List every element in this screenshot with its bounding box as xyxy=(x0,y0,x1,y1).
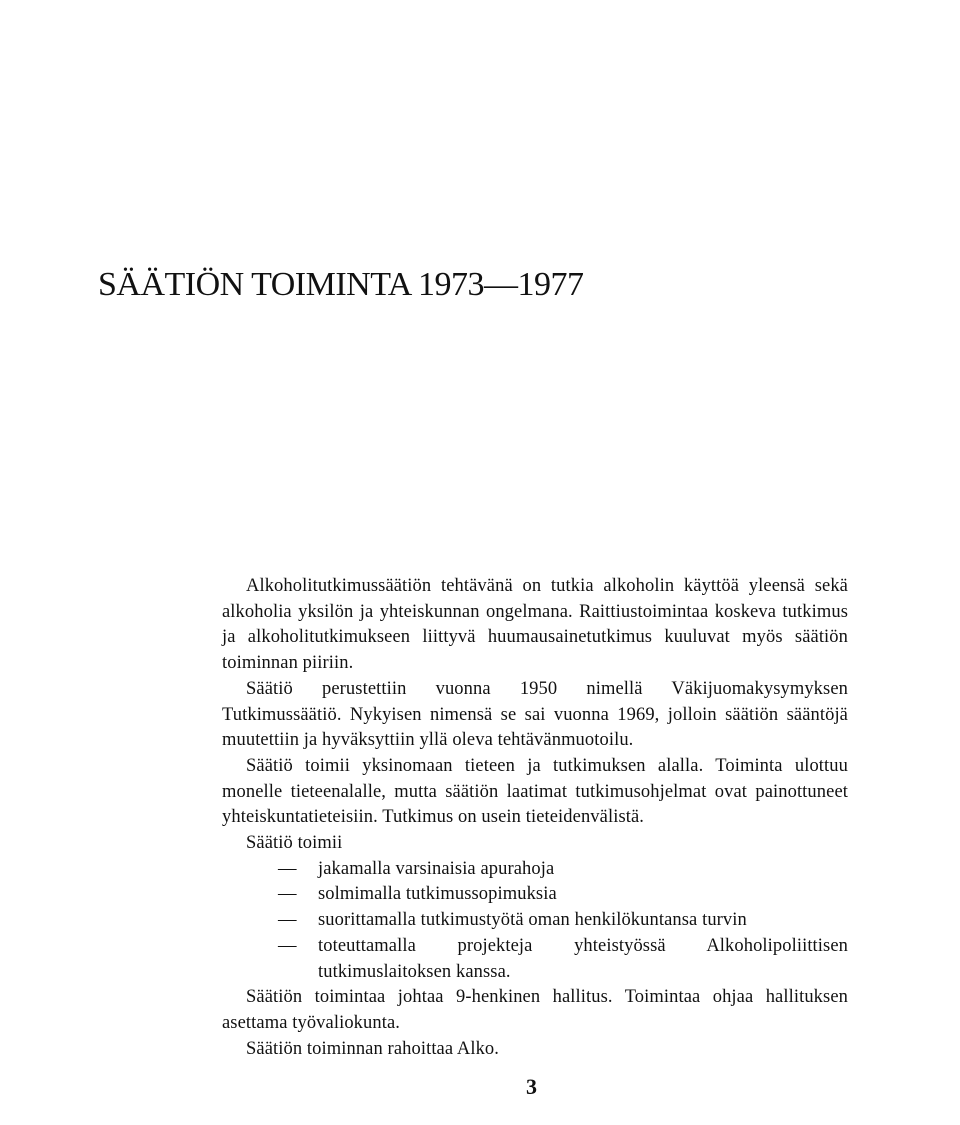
paragraph-purpose: Alkoholitutkimussäätiön tehtävänä on tutkia alkoholin käyttöä yleensä sekä alkoholia yksilön ja yhteiskunnan ongelmana. Raittiustoimintaa koskeva tutkimus ja alkoholitutkimukseen liittyvä huumausainetutkimus kuuluvat myös säätiön toiminnan piiriin. xyxy=(222,576,848,674)
list-item xyxy=(222,934,848,985)
paragraph-history: Säätiö perustettiin vuonna 1950 nimellä Väkijuomakysymyksen Tutkimussäätiö. Nykyisen nimensä se sai vuonna 1969, jolloin säätiön sääntöjä muutettiin ja hyväksyttiin yllä oleva tehtävänmuotoilu. xyxy=(222,678,848,751)
list-item-text: suorittamalla tutkimustyötä oman henkilökuntansa turvin xyxy=(318,910,747,931)
dash-marker: — xyxy=(278,884,297,905)
page-number: 3 xyxy=(526,1074,537,1099)
dash-marker: — xyxy=(278,910,297,931)
list-item xyxy=(222,857,848,883)
list-item xyxy=(222,908,848,934)
dash-marker: — xyxy=(278,858,297,879)
body-text xyxy=(222,574,848,1062)
dash-marker: — xyxy=(278,935,297,956)
paragraph-scope: Säätiö toimii yksinomaan tieteen ja tutkimuksen alalla. Toiminta ulottuu monelle tieteenalalle, mutta säätiön laatimat tutkimusohjelmat ovat painottuneet yhteiskuntatieteisiin. Tutkimus on usein tieteidenvälistä. xyxy=(222,755,848,828)
list-item-text: solmimalla tutkimussopimuksia xyxy=(318,884,557,905)
paragraph-list-intro: Säätiö toimii xyxy=(246,833,343,854)
list-item-text: toteuttamalla projekteja yhteistyössä Alkoholipoliittisen tutkimuslaitoksen kanssa. xyxy=(318,935,848,982)
paragraph-governance: Säätiön toimintaa johtaa 9-henkinen hallitus. Toimintaa ohjaa hallituksen asettama työvaliokunta. xyxy=(222,987,848,1033)
paragraph-funding: Säätiön toiminnan rahoittaa Alko. xyxy=(246,1038,500,1059)
list-item xyxy=(222,882,848,908)
page-title: SÄÄTIÖN TOIMINTA 1973—1977 xyxy=(98,266,584,303)
activity-list xyxy=(222,857,848,986)
list-item-text: jakamalla varsinaisia apurahoja xyxy=(318,858,555,879)
